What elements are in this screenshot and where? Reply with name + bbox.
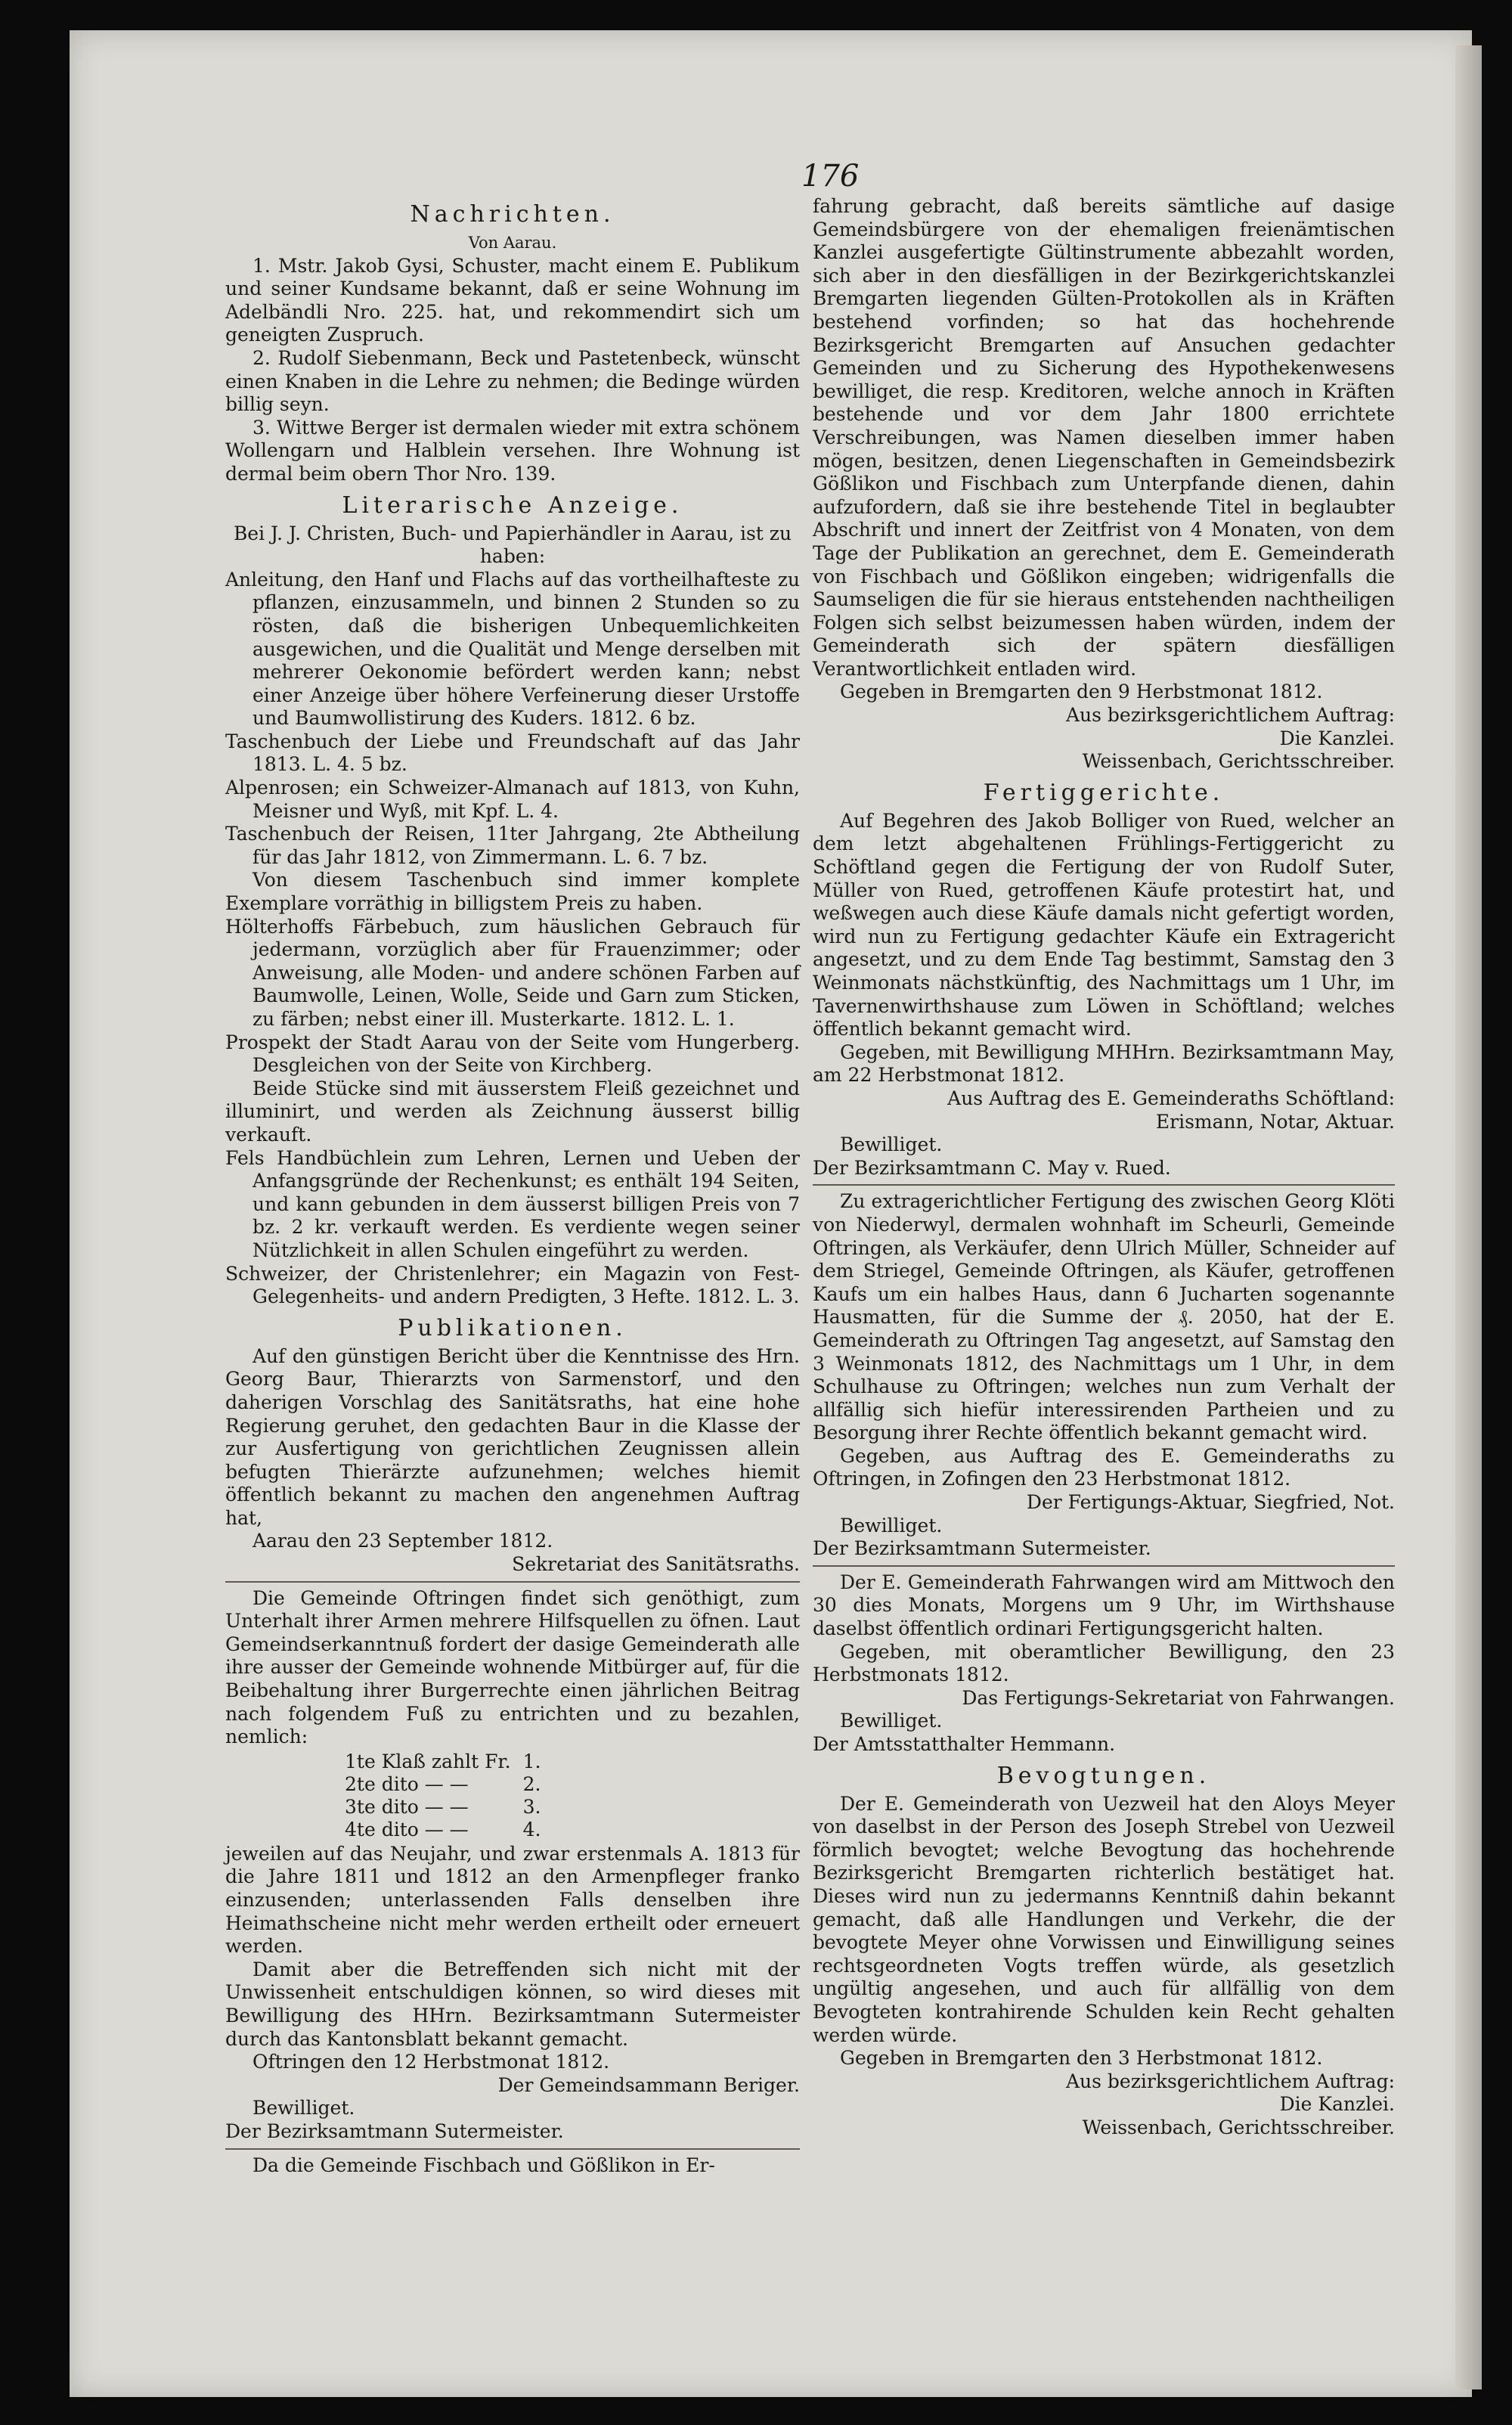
paragraph: Fels Handbüchlein zum Lehren, Lernen und Ueben der Anfangsgründe der Rechenkunst; es enthält 194 Seiten, und kann gebunden in dem äusserst billigen Preis von 7 bz. 2 kr. verkauft werden. Es verdiente wegen seiner Nützlichkeit in allen Schulen eingeführt zu werden. bbox=[225, 1146, 800, 1261]
paragraph: Schweizer, der Christenlehrer; ein Magazin von Fest- Gelegenheits- und andern Predigten, 3 Hefte. 1812. L. 3. bbox=[225, 1262, 800, 1308]
signature-line: Das Fertigungs-Sekretariat von Fahrwangen. bbox=[962, 1686, 1395, 1709]
paragraph: 1. Mstr. Jakob Gysi, Schuster, macht einem E. Publikum und seiner Kundsame bekannt, daß er seine Wohnung im Adelbändli Nro. 225. hat, und rekommendirt sich um geneigten Zuspruch. bbox=[225, 254, 800, 346]
paragraph: Bewilliget. bbox=[840, 1133, 943, 1156]
signature-line: Aus bezirksgerichtlichem Auftrag: bbox=[1066, 704, 1395, 727]
paragraph: Auf den günstigen Bericht über die Kenntnisse des Hrn. Georg Baur, Thierarzts von Sarmenstorf, und den daherigen Vorschlag des Sanitätsraths, hat eine hohe Regierung geruhet, den gedachten Baur in die Klasse der zur Ausfertigung von gerichtlichen Zeugnissen allein befugten Thierärzte aufzunehmen; welches hiemit öffentlich bekannt zu machen den angenehmen Auftrag hat, bbox=[225, 1344, 800, 1529]
fee-amount: 2. bbox=[522, 1772, 541, 1795]
paragraph: Von diesem Taschenbuch sind immer komplete Exemplare vorräthig in billigstem Preis zu haben. bbox=[225, 869, 800, 915]
paragraph: Beide Stücke sind mit äusserstem Fleiß gezeichnet und illuminirt, und werden als Zeichnung äusserst billig verkauft. bbox=[225, 1077, 800, 1146]
fee-row bbox=[339, 1819, 547, 1841]
paragraph: Zu extragerichtlicher Fertigung des zwischen Georg Klöti von Niederwyl, dermalen wohnhaft im Scheurli, Gemeinde Oftringen, als Verkäufer, denn Ulrich Müller, Schneider auf dem Striegel, Gemeinde Oftringen, als Käufer, getroffenen Kaufs um ein halbes Haus, dann 6 Jucharten sogenannte Hausmatten, für die Summe der ₰. 2050, hat der E. Gemeinderath zu Oftringen Tag angesetzt, auf Samstag den 3 Weinmonats 1812, des Nachmittags um 1 Uhr, in dem Schulhause zu Oftringen; welches nun zum Verhalt der allfällig sich hiefür interessirenden Partheien und zu Besorgung ihrer Rechte öffentlich bekannt gemacht wird. bbox=[813, 1190, 1395, 1444]
paragraph: Bewilliget. bbox=[840, 1710, 943, 1732]
paragraph: 2. Rudolf Siebenmann, Beck und Pastetenbeck, wünscht einen Knaben in die Lehre zu nehmen; die Bedinge würden billig seyn. bbox=[225, 346, 800, 416]
left-column bbox=[225, 195, 800, 2177]
section-heading: Literarische Anzeige. bbox=[342, 492, 683, 519]
paragraph: Alpenrosen; ein Schweizer-Almanach auf 1813, von Kuhn, Meisner und Wyß, mit Kpf. L. 4. bbox=[225, 777, 800, 822]
paragraph: jeweilen auf das Neujahr, und zwar erstenmals A. 1813 für die Jahre 1811 und 1812 an den Armenpfleger franko einzusenden; unterlassenden Falls denselben ihre Heimathscheine nicht mehr werden ertheilt oder erneuert werden. bbox=[225, 1842, 800, 1958]
page-spine bbox=[1455, 45, 1482, 2389]
paragraph: Anleitung, den Hanf und Flachs auf das vortheilhafteste zu pflanzen, einzusammeln, und binnen 2 Stunden so zu rösten, daß die bisherigen Unbequemlichkeiten ausgewichen, und die Qualität und Menge derselben mit mehrerer Oekonomie befördert werden kann; nebst einer Anzeige über höhere Verfeinerung dieser Urstoffe und Baumwollistirung des Kuders. 1812. 6 bz. bbox=[225, 568, 800, 730]
section-heading: Fertiggerichte. bbox=[983, 779, 1225, 806]
paragraph: Auf Begehren des Jakob Bolliger von Rued, welcher an dem letzt abgehaltenen Frühlings-Fertiggericht zu Schöftland gegen die Fertigung der von Rudolf Suter, Müller von Rued, getroffenen Käufe protestirt hat, und weßwegen auch diese Käufe damals nicht gefertigt worden, wird nun zu Fertigung gedachter Käufe ein Extragericht angesetzt, und zu dem Ende Tag bestimmt, Samstag den 3 Weinmonats nächstkünftig, des Nachmittags um 1 Uhr, im Tavernenwirthshause zum Löwen in Schöftland; welches öffentlich bekannt gemacht wird. bbox=[813, 809, 1395, 1040]
paragraph: fahrung gebracht, daß bereits sämtliche auf dasige Gemeindsbürgere von der ehemaligen freienämtischen Kanzlei ausgefertigte Gültinstrumente abbezahlt worden, sich aber in den diesfälligen in der Bezirkgerichtskanzlei Bremgarten liegenden Gülten-Protokollen als in Kräften bestehend vorfinden; so hat das hochehrende Bezirksgericht Bremgarten auf Ansuchen gedachter Gemeinden und zu Sicherung des Hypothekenwesens bewilliget, die resp. Kreditoren, welche annoch in Kräften bestehende und vor dem Jahr 1800 errichtete Verschreibungen, was Namen dieselben immer haben mögen, besitzen, denen Liegenschaften in Gemeindsbezirk Gößlikon und Fischbach zum Unterpfande dienen, dahin aufzufordern, daß sie ihre bestehende Titel in beglaubter Abschrift und innert der Zeitfrist von 4 Monaten, von dem Tage der Publikation an gerechnet, dem E. Gemeinderath von Fischbach und Gößlikon eingeben; widrigenfalls die Saumseligen die für sie hieraus entstehenden nachtheiligen Folgen sich selbst beizumessen haben würden, indem der Gemeinderath sich der spätern diesfälligen Verantwortlichkeit entladen wird. bbox=[813, 195, 1395, 680]
paragraph: Der Bezirksamtmann Sutermeister. bbox=[813, 1537, 1151, 1560]
paragraph: Gegeben, mit Bewilligung MHHrn. Bezirksamtmann May, am 22 Herbstmonat 1812. bbox=[813, 1040, 1395, 1087]
paragraph: Bewilliget. bbox=[253, 2097, 355, 2120]
section-subheading: Von Aarau. bbox=[468, 234, 557, 252]
page-number: 176 bbox=[801, 159, 860, 194]
signature-line: Weissenbach, Gerichtsschreiber. bbox=[1082, 750, 1395, 773]
signature-line: Weissenbach, Gerichtsschreiber. bbox=[1082, 2116, 1395, 2138]
fee-row bbox=[339, 1751, 547, 1773]
paragraph: Da die Gemeinde Fischbach und Gößlikon in Er- bbox=[253, 2154, 715, 2176]
section-divider bbox=[225, 2148, 800, 2150]
right-column bbox=[813, 195, 1395, 2140]
signature-line: Erismann, Notar, Aktuar. bbox=[1155, 1110, 1395, 1133]
paragraph: Bewilliget. bbox=[840, 1514, 943, 1537]
fee-class: 3te dito — — bbox=[345, 1795, 469, 1818]
section-divider bbox=[813, 1565, 1395, 1567]
paragraph: Der E. Gemeinderath von Uezweil hat den Aloys Meyer von daselbst in der Person des Joseph Strebel von Uezweil förmlich bevogtet; welche Bevogtung das hochehrende Bezirksgericht Bremgarten richterlich bestätiget hat. Dieses wird nun zu jedermanns Kenntniß dahin bekannt gemacht, daß alle Handlungen und Verkehr, die der bevogtete Meyer ohne Vorwissen und Einwilligung seines rechtsgeordneten Vogts treffen würde, als gesetzlich ungültig angesehen, und auch für allfällig von dem Bevogteten kontrahirende Schulden kein Recht gehalten werden würde. bbox=[813, 1792, 1395, 2046]
paragraph: Bei J. J. Christen, Buch- und Papierhändler in Aarau, ist zu haben: bbox=[233, 522, 792, 568]
paragraph: Damit aber die Betreffenden sich nicht mit der Unwissenheit entschuldigen können, so wird dieses mit Bewilligung des HHrn. Bezirksamtmann Sutermeister durch das Kantonsblatt bekannt gemacht. bbox=[225, 1958, 800, 2050]
fee-amount: 4. bbox=[522, 1818, 541, 1840]
paragraph: Gegeben in Bremgarten den 3 Herbstmonat 1812. bbox=[840, 2047, 1323, 2070]
section-divider bbox=[813, 1184, 1395, 1186]
paragraph: Gegeben, mit oberamtlicher Bewilligung, den 23 Herbstmonats 1812. bbox=[813, 1640, 1395, 1686]
signature-line: Die Kanzlei. bbox=[1279, 727, 1395, 749]
signature-line: Der Fertigungs-Aktuar, Siegfried, Not. bbox=[1026, 1491, 1395, 1514]
section-divider bbox=[225, 1581, 800, 1583]
fee-row bbox=[339, 1796, 547, 1819]
section-heading: Nachrichten. bbox=[410, 201, 615, 228]
fee-amount: 1. bbox=[522, 1750, 541, 1772]
signature-line: Der Gemeindsammann Beriger. bbox=[497, 2073, 800, 2096]
paragraph: Taschenbuch der Liebe und Freundschaft auf das Jahr 1813. L. 4. 5 bz. bbox=[225, 730, 800, 776]
paragraph: Oftringen den 12 Herbstmonat 1812. bbox=[253, 2051, 610, 2073]
paragraph: Der E. Gemeinderath Fahrwangen wird am Mittwoch den 30 dies Monats, Morgens um 9 Uhr, im Wirthshause daselbst öffentlich ordinari Fertigungsgericht halten. bbox=[813, 1571, 1395, 1640]
paragraph: Hölterhoffs Färbebuch, zum häuslichen Gebrauch für jedermann, vorzüglich aber für Frauenzimmer; oder Anweisung, alle Moden- und andere schönen Farben auf Baumwolle, Leinen, Wolle, Seide und Garn zum Sticken, zu färben; nebst einer ill. Musterkarte. 1812. L. 1. bbox=[225, 915, 800, 1030]
paragraph: Die Gemeinde Oftringen findet sich genöthigt, zum Unterhalt ihrer Armen mehrere Hilfsquellen zu öfnen. Laut Gemeindserkanntnuß fordert der dasige Gemeinderath alle ihre ausser der Gemeinde wohnende Mitbürger auf, für die Beibehaltung ihrer Burgerrechte einen jährlichen Beitrag nach folgendem Fuß zu entrichten und zu bezahlen, nemlich: bbox=[225, 1586, 800, 1748]
signature-line: Die Kanzlei. bbox=[1279, 2093, 1395, 2116]
fee-class: 2te dito — — bbox=[345, 1772, 469, 1795]
signature-line: Aus Auftrag des E. Gemeinderaths Schöftland: bbox=[947, 1087, 1395, 1109]
fee-row bbox=[339, 1773, 547, 1796]
paragraph: Der Bezirksamtmann C. May v. Rued. bbox=[813, 1156, 1171, 1179]
paragraph: Der Bezirksamtmann Sutermeister. bbox=[225, 2120, 564, 2142]
paragraph: Gegeben in Bremgarten den 9 Herbstmonat 1812. bbox=[840, 681, 1323, 703]
paragraph: Aarau den 23 September 1812. bbox=[253, 1530, 553, 1552]
fee-table bbox=[339, 1751, 547, 1841]
paragraph: Prospekt der Stadt Aarau von der Seite vom Hungerberg. Desgleichen von der Seite von Kirchberg. bbox=[225, 1031, 800, 1077]
signature-line: Aus bezirksgerichtlichem Auftrag: bbox=[1066, 2070, 1395, 2092]
fee-amount: 3. bbox=[522, 1795, 541, 1818]
fee-class: 1te Klaß zahlt Fr. bbox=[345, 1750, 511, 1772]
signature-line: Sekretariat des Sanitätsraths. bbox=[512, 1553, 800, 1576]
paragraph: Gegeben, aus Auftrag des E. Gemeinderaths zu Oftringen, in Zofingen den 23 Herbstmonat 1812. bbox=[813, 1444, 1395, 1490]
paragraph: Taschenbuch der Reisen, 11ter Jahrgang, 2te Abtheilung für das Jahr 1812, von Zimmermann. L. 6. 7 bz. bbox=[225, 823, 800, 868]
section-heading: Bevogtungen. bbox=[996, 1762, 1211, 1789]
paragraph: 3. Wittwe Berger ist dermalen wieder mit extra schönem Wollengarn und Halblein versehen. Ihre Wohnung ist dermal beim obern Thor Nro. 139. bbox=[225, 416, 800, 485]
paragraph: Der Amtsstatthalter Hemmann. bbox=[813, 1733, 1116, 1755]
fee-class: 4te dito — — bbox=[345, 1818, 469, 1840]
section-heading: Publikationen. bbox=[398, 1314, 627, 1341]
